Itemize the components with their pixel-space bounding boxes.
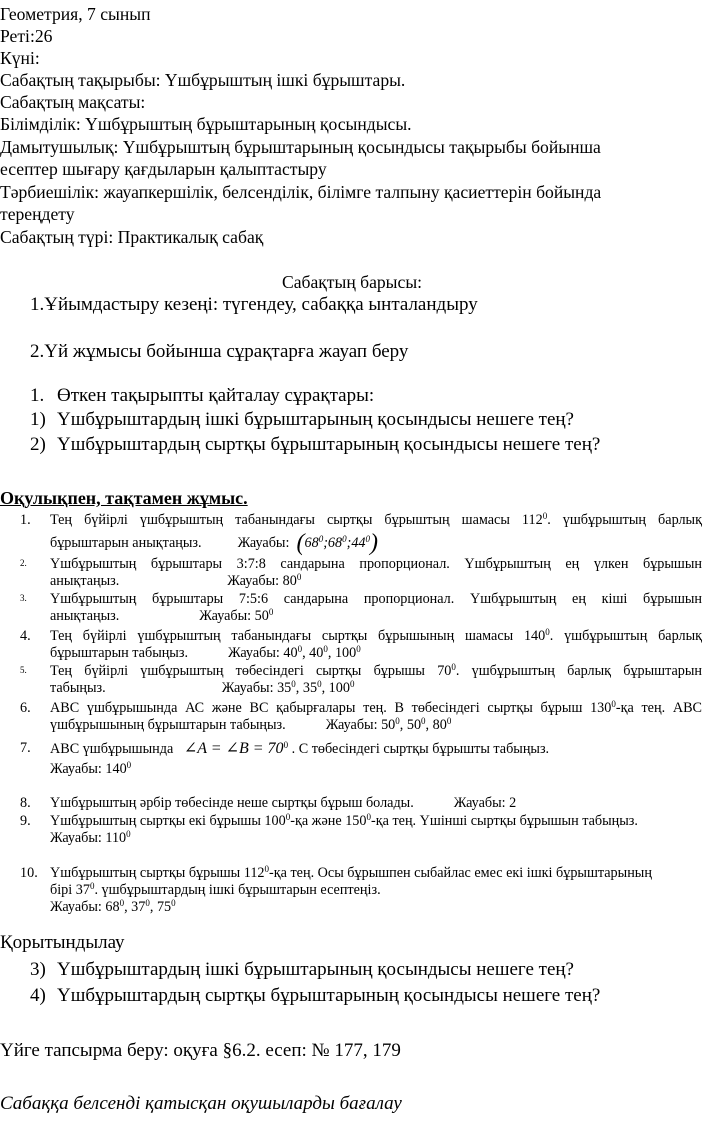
date-label: Күні:	[0, 48, 40, 68]
task-10	[0, 865, 704, 919]
aim-upbringing-line1: Тәрбиешілік: жауапкершілік, белсенділік, білімге талпыну қасиеттерін бойында	[0, 182, 602, 202]
task-answer: Жауабы: $35^0$, $35^0$, $100^0$	[221, 679, 355, 696]
task-answer: $(68^0;68^0;44^0)$	[296, 530, 379, 556]
task-text-line1: АВС үшбұрышында АС және ВС қабырғалары тең. В төбесіндегі сыртқы бұрыш $130^0-қа$ тең. АВС	[50, 699, 702, 716]
task-text-line1: Үшбұрыштың бұрыштары 3:7:8 сандарына пропорционал. Үшбұрыштың ең үлкен бұрышын	[50, 556, 702, 572]
task-text-line1: Үшбұрыштың сыртқы бұрышы $112^0-қа$ тең. Осы бұрышпен сыбайлас емес екі ішкі бұрыштарының	[50, 864, 652, 881]
task-5	[0, 663, 704, 699]
task-text-line2: үшбұрышының бұрыштарын табыңыз. Жауабы: $50^0$, $50^0$, $80^0$	[50, 716, 452, 733]
step-organization: 1.Ұйымдастыру кезеңі: түгендеу, сабаққа ынталандыру	[30, 294, 478, 315]
task-text-line1: Үшбұрыштың сыртқы екі бұрышы $100^0-қа$ және $150^0-қа$ тең. Үшінші сыртқы бұрышын табыңыз.	[50, 812, 638, 829]
lesson-type: Сабақтың түрі: Практикалық сабақ	[0, 227, 264, 247]
question-1-number: 1)	[30, 409, 46, 430]
task-answer: Жауабы: $50^0$, $50^0$, $80^0$	[325, 716, 452, 733]
task-number: 1.	[20, 512, 31, 528]
task-1	[0, 511, 704, 556]
question-2: Үшбұрыштардың сыртқы бұрыштарының қосындысы нешеге тең?	[57, 434, 601, 455]
task-text-line2: анықтаңыз. Жауабы: $50^0$	[50, 607, 274, 624]
task-answer: Жауабы: $68^0$, $37^0$, $75^0$	[50, 898, 176, 915]
question-4: Үшбұрыштардың сыртқы бұрыштарының қосындысы нешеге тең?	[57, 985, 601, 1006]
question-3: Үшбұрыштардың ішкі бұрыштарының қосындысы нешеге тең?	[57, 959, 574, 980]
task-number: 7.	[20, 740, 31, 756]
task-8	[0, 795, 704, 813]
task-text-line1: Тең бүйірлі үшбұрыштың табанындағы сыртқы бұрышының шамасы $140^0$. үшбұрыштың барлық	[50, 627, 702, 644]
task-answer: Жауабы: 2	[453, 795, 517, 811]
task-text-line2: бұрыштарын табыңыз. Жауабы: $40^0$, $40^0$, $100^0$	[50, 644, 361, 661]
subject-line: Геометрия, 7 сынып	[0, 4, 151, 24]
task-number: 4.	[20, 628, 31, 644]
review-heading: Өткен тақырыпты қайталау сұрақтары:	[57, 385, 375, 406]
task-6	[0, 700, 704, 736]
task-text-line1: АВС үшбұрышында ∠A = ∠B = $70^0$ . С төбесіндегі сыртқы бұрышты табыңыз.	[50, 740, 550, 757]
aim-developmental-line1: Дамытушылық: Үшбұрыштың бұрыштарының қосындысы тақырыбы бойынша	[0, 137, 601, 157]
task-9	[0, 813, 704, 849]
review-number: 1.	[30, 385, 45, 406]
question-4-number: 4)	[30, 985, 46, 1006]
aim-upbringing-line2: тереңдету	[0, 204, 75, 224]
task-number: 3.	[20, 593, 27, 603]
task-7	[0, 740, 704, 780]
task-text-line1: Үшбұрыштың әрбір төбесінде неше сыртқы бұрыш болады. Жауабы: 2	[50, 795, 517, 811]
angle-equation: ∠A = ∠B = 70	[183, 740, 284, 757]
work-section-title: Оқулықпен, тақтамен жұмыс.	[0, 488, 248, 508]
task-answer: Жауабы: $110^0$	[50, 829, 131, 846]
aim-educational: Білімділік: Үшбұрыштың бұрыштарының қосындысы.	[0, 114, 412, 134]
task-number: 9.	[20, 813, 31, 829]
aim-developmental-line2: есептер шығару қағдыларын қалыптастыру	[0, 159, 327, 179]
assessment: Сабаққа белсенді қатысқан оқушыларды бағалау	[0, 1093, 402, 1114]
homework: Үйге тапсырма беру: оқуға §6.2. есеп: № 177, 179	[0, 1040, 401, 1061]
task-4	[0, 628, 704, 664]
question-3-number: 3)	[30, 959, 46, 980]
step-homework-questions: 2.Үй жұмысы бойынша сұрақтарға жауап беру	[30, 341, 409, 362]
task-text-line2: табыңыз. Жауабы: $35^0$, $35^0$, $100^0$	[50, 679, 355, 696]
task-answer: Жауабы: 50	[199, 608, 269, 624]
task-text-line2: бірі $37^0$. үшбұрыштардың ішкі бұрыштарын есептеңіз.	[50, 881, 381, 898]
question-1: Үшбұрыштардың ішкі бұрыштарының қосындысы нешеге тең?	[57, 409, 574, 430]
task-number: 2.	[20, 558, 27, 568]
task-2	[0, 556, 704, 592]
task-text-line2: бұрыштарын анықтаңыз. Жауабы: $(68^0;68^0;44^0)$	[50, 530, 379, 556]
task-text-line1: Тең бүйірлі үшбұрыштың төбесіндегі сыртқы бұрышы $70^0$. үшбұрыштың барлық бұрыштарын	[50, 662, 702, 679]
task-3	[0, 591, 704, 627]
task-text-line1: Тең бүйірлі үшбұрыштың табанындағы сыртқы бұрыштың шамасы $112^0$. үшбұрыштың барлық	[50, 511, 702, 528]
aims-label: Сабақтың мақсаты:	[0, 92, 146, 112]
task-text-line2: анықтаңыз. Жауабы: $80^0$	[50, 572, 302, 589]
task-answer: Жауабы: 80	[227, 573, 297, 589]
task-text-line1: Үшбұрыштың бұрыштары 7:5:6 сандарына пропорционал. Үшбұрыштың ең кіші бұрышын	[50, 591, 702, 607]
lesson-topic: Сабақтың тақырыбы: Үшбұрыштың ішкі бұрыштары.	[0, 70, 406, 90]
progress-heading: Сабақтың барысы:	[281, 272, 423, 292]
task-number: 6.	[20, 700, 31, 716]
task-number: 8.	[20, 795, 31, 811]
task-number: 5.	[20, 665, 27, 675]
lesson-number: Реті:26	[0, 26, 53, 46]
task-answer: Жауабы: $140^0$	[50, 760, 132, 777]
summary-heading: Қорытындылау	[0, 932, 125, 953]
question-2-number: 2)	[30, 434, 46, 455]
task-answer: Жауабы: $40^0$, $40^0$, $100^0$	[228, 644, 361, 661]
task-number: 10.	[20, 865, 38, 881]
